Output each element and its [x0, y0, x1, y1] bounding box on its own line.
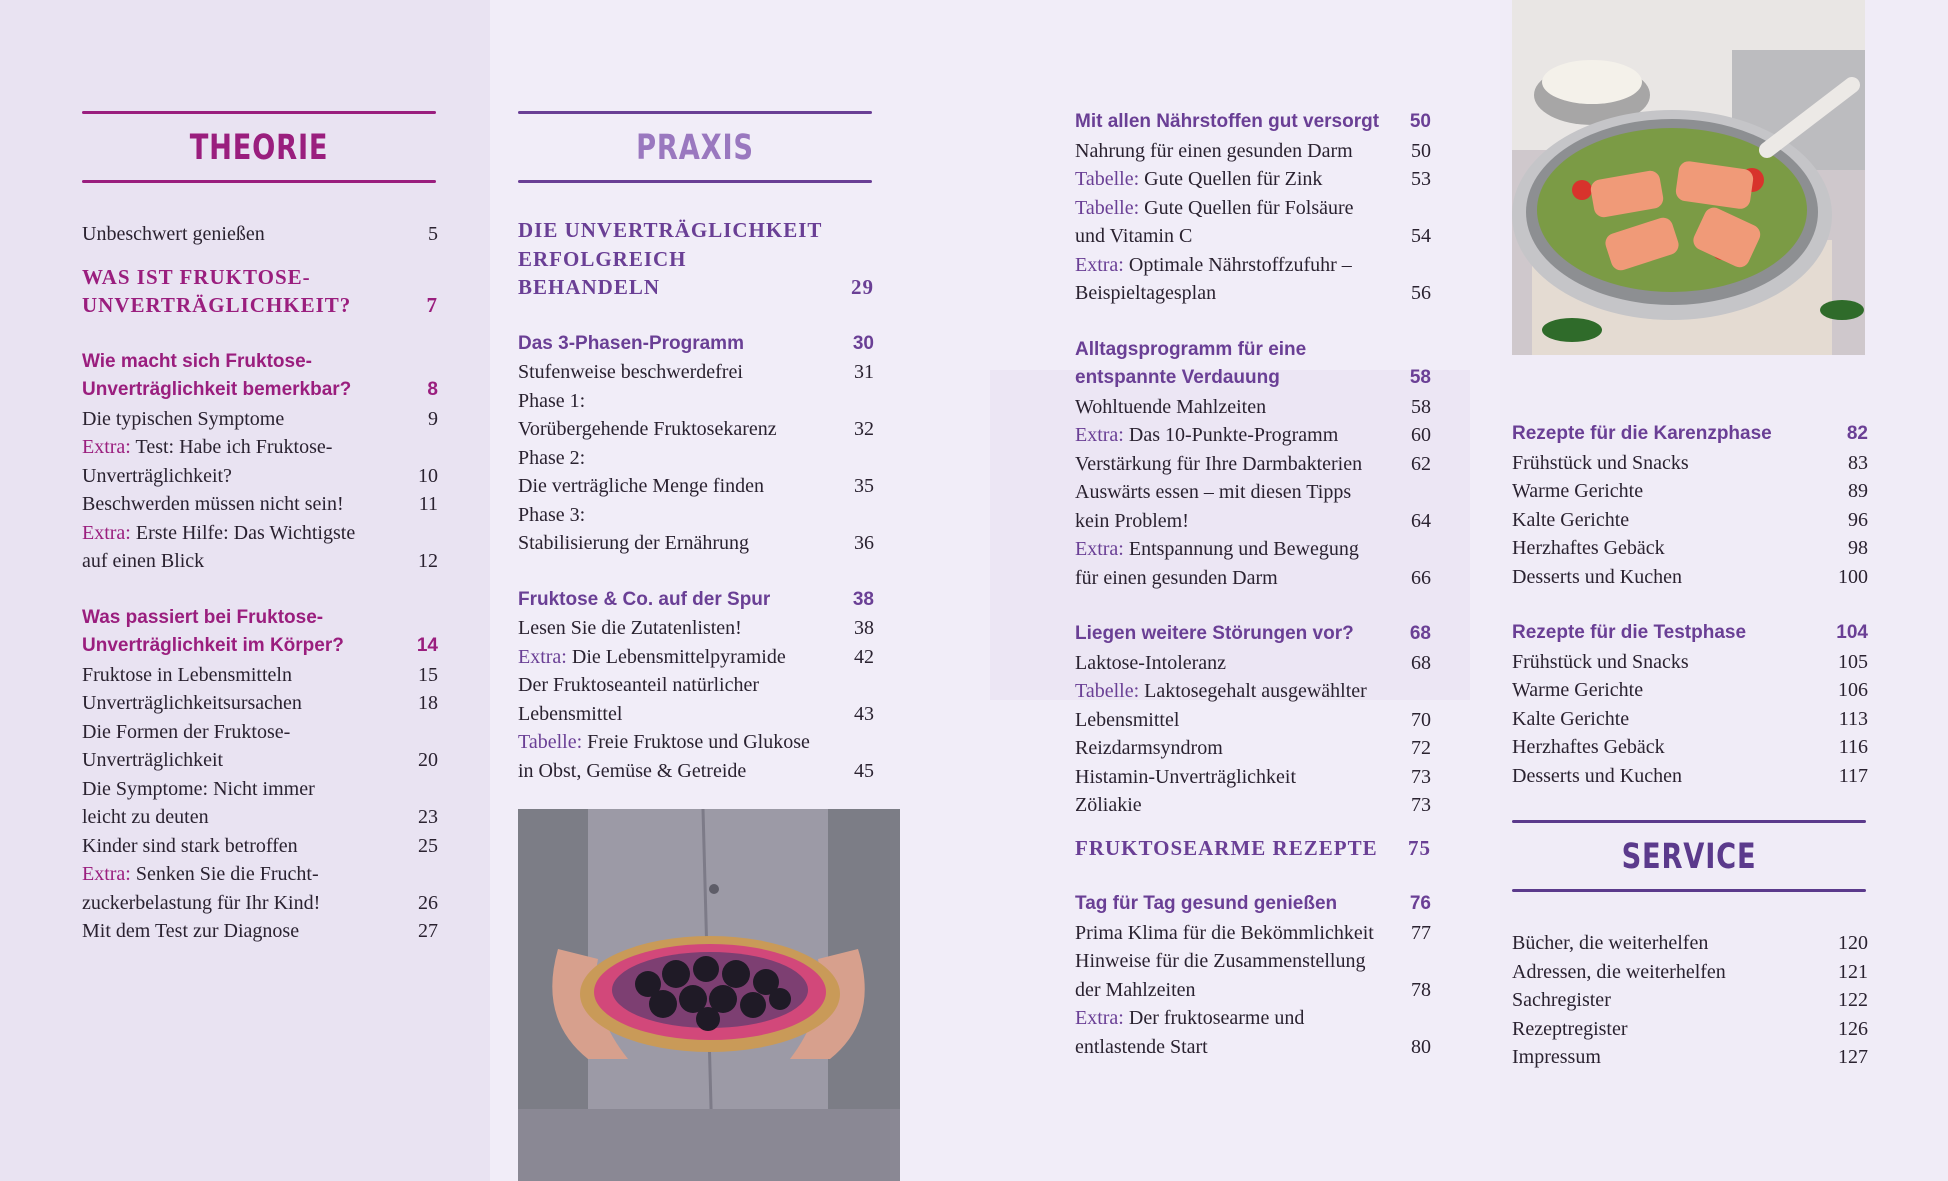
- entry-prefix: Extra:: [82, 863, 131, 885]
- toc-entry[interactable]: [1512, 762, 1868, 791]
- entry-page: 27: [418, 920, 438, 942]
- chapter-title-line: Wie macht sich Fruktose-: [82, 350, 312, 372]
- toc-entry[interactable]: [1512, 449, 1868, 478]
- toc-entry[interactable]: [1075, 734, 1431, 763]
- section-title-line: ERFOLGREICH BEHANDELN: [518, 246, 687, 299]
- toc-entry[interactable]: [518, 358, 874, 387]
- praxis-toc: [518, 216, 874, 785]
- entry-text-cont: Beispieltagesplan: [1075, 282, 1217, 304]
- chapter-title-line: Das 3-Phasen-Programm: [518, 332, 744, 354]
- chapter-title-line: Mit allen Nährstoffen gut versorgt: [1075, 111, 1380, 132]
- chapter-title[interactable]: [1075, 108, 1431, 137]
- entry-page: 126: [1838, 1017, 1868, 1040]
- entry-page: 127: [1838, 1046, 1868, 1068]
- section-title-line: FRUKTOSEARME REZEPTE: [1075, 835, 1378, 860]
- chapter-title-line: Alltagsprogramm für eine: [1075, 338, 1307, 360]
- toc-entry[interactable]: [1075, 649, 1431, 678]
- entry-text: Laktosegehalt ausgewählter: [1139, 680, 1367, 702]
- entry-page: 43: [854, 702, 874, 725]
- entry-text: Bücher, die weiterhelfen: [1512, 932, 1709, 954]
- toc-entry[interactable]: [1075, 251, 1431, 308]
- toc-entry[interactable]: [1075, 791, 1431, 820]
- toc-entry[interactable]: [1512, 1043, 1868, 1072]
- entry-prefix: Tabelle:: [1075, 196, 1140, 219]
- chapter-page: 58: [1409, 367, 1431, 388]
- entry-page: 12: [418, 550, 438, 572]
- theory-section-title[interactable]: [82, 263, 438, 320]
- entry-text: Gute Quellen für Zink: [1139, 168, 1323, 190]
- entry-text: Fruktose in Lebensmitteln: [82, 663, 292, 686]
- chapter-page: 104: [1836, 622, 1868, 643]
- toc-entry[interactable]: [518, 501, 874, 558]
- section-page: 29: [851, 275, 874, 299]
- recipes-section-title[interactable]: [1075, 834, 1431, 863]
- entry-page: 11: [418, 493, 438, 515]
- entry-page: 116: [1838, 736, 1868, 758]
- entry-text: Stufenweise beschwerdefrei: [518, 361, 743, 383]
- entry-text: Warme Gerichte: [1512, 679, 1644, 701]
- entry-page: 10: [418, 464, 438, 487]
- entry-page: 72: [1411, 737, 1431, 759]
- entry-page: 9: [428, 407, 438, 430]
- service-heading: [1512, 820, 1866, 892]
- entry-page: 89: [1848, 480, 1868, 502]
- chapter-page: 38: [852, 588, 874, 610]
- chapter-title[interactable]: [82, 348, 438, 405]
- chapter-title-line: Liegen weitere Störungen vor?: [1075, 623, 1354, 644]
- toc-entry[interactable]: [82, 718, 438, 775]
- entry-text: Hinweise für die Zusammenstellung: [1075, 950, 1366, 972]
- entry-text-cont: Die verträgliche Menge finden: [518, 475, 765, 497]
- entry-page: 98: [1848, 537, 1868, 559]
- chapter-page: 30: [852, 332, 874, 354]
- toc-entry[interactable]: [518, 671, 874, 728]
- toc-entry[interactable]: [1075, 763, 1431, 792]
- entry-text: Rezeptregister: [1512, 1017, 1628, 1040]
- entry-page: 100: [1838, 565, 1868, 588]
- entry-page: 77: [1411, 921, 1431, 944]
- entry-text: Senken Sie die Frucht-: [130, 863, 319, 885]
- toc-entry[interactable]: [1075, 450, 1431, 479]
- entry-text-cont: Unverträglichkeit?: [82, 464, 232, 487]
- entry-text-cont: leicht zu deuten: [82, 806, 209, 828]
- entry-text-cont: auf einen Blick: [82, 550, 205, 572]
- entry-text-cont: in Obst, Gemüse & Getreide: [518, 759, 747, 782]
- toc-entry[interactable]: [82, 661, 438, 690]
- entry-text: Wohltuende Mahlzeiten: [1075, 395, 1267, 418]
- entry-page: 54: [1411, 225, 1431, 247]
- entry-text-cont: der Mahlzeiten: [1075, 978, 1196, 1001]
- entry-page: 83: [1848, 451, 1868, 474]
- toc-entry[interactable]: [518, 387, 874, 444]
- entry-text: Frühstück und Snacks: [1512, 451, 1689, 474]
- toc-entry[interactable]: [1512, 733, 1868, 762]
- entry-text-cont: Stabilisierung der Ernährung: [518, 532, 750, 554]
- chapter-page: 82: [1846, 423, 1868, 444]
- entry-text: Der Fruktoseanteil natürlicher: [518, 674, 760, 696]
- entry-prefix: Extra:: [82, 521, 131, 544]
- entry-page: 73: [1411, 765, 1431, 788]
- entry-text: Auswärts essen – mit diesen Tipps: [1075, 481, 1352, 503]
- entry-text: Frühstück und Snacks: [1512, 650, 1689, 673]
- entry-prefix: Extra:: [1075, 538, 1124, 560]
- toc-entry[interactable]: [1075, 947, 1431, 1004]
- recipes-toc: [1075, 108, 1431, 1061]
- entry-text: Test: Habe ich Fruktose-: [130, 436, 333, 458]
- toc-entry[interactable]: [1512, 676, 1868, 705]
- entry-prefix: Extra:: [1075, 1007, 1124, 1029]
- entry-prefix: Extra:: [1075, 253, 1124, 276]
- theory-heading-bottom-rule: [82, 180, 436, 183]
- toc-entry[interactable]: [518, 643, 874, 672]
- chapter-title-line: Was passiert bei Fruktose-: [82, 606, 324, 628]
- entry-page: 122: [1838, 989, 1868, 1011]
- toc-entry[interactable]: [82, 860, 438, 917]
- entry-page: 105: [1838, 650, 1868, 673]
- entry-page: 50: [1411, 139, 1431, 162]
- toc-entry[interactable]: [82, 519, 438, 576]
- blackberries-illustration: [518, 809, 900, 1181]
- entry-text: Die Formen der Fruktose-: [82, 720, 291, 743]
- chapter-title[interactable]: [518, 330, 874, 359]
- chapter-title-line: entspannte Verdauung: [1075, 367, 1280, 388]
- toc-entry[interactable]: [1075, 919, 1431, 948]
- entry-page: 64: [1411, 509, 1431, 532]
- entry-text: Zöliakie: [1075, 794, 1142, 816]
- entry-text: Herzhaftes Gebäck: [1512, 736, 1665, 758]
- section-title-line: DIE UNVERTRÄGLICHKEIT: [518, 218, 823, 242]
- entry-text: Warme Gerichte: [1512, 480, 1644, 502]
- entry-page: 120: [1838, 932, 1868, 954]
- toc-entry[interactable]: [82, 775, 438, 832]
- entry-text: Desserts und Kuchen: [1512, 565, 1682, 588]
- entry-text: Phase 2:: [518, 446, 586, 469]
- entry-text-cont: Vorübergehende Fruktosekarenz: [518, 418, 777, 440]
- entry-page: 35: [854, 475, 874, 497]
- entry-text: Kalte Gerichte: [1512, 508, 1630, 531]
- toc-entry[interactable]: [82, 832, 438, 861]
- chapter-page: 76: [1409, 893, 1431, 914]
- entry-text: Die Symptome: Nicht immer: [82, 777, 315, 800]
- entry-page: 66: [1411, 566, 1431, 589]
- entry-text: Das 10-Punkte-Programm: [1123, 424, 1339, 446]
- toc-entry[interactable]: [1075, 194, 1431, 251]
- entry-page: 62: [1411, 452, 1431, 475]
- chapter-page: 8: [427, 379, 438, 400]
- toc-entry[interactable]: [518, 444, 874, 501]
- chapter-title[interactable]: [518, 586, 874, 615]
- entry-text: Verstärkung für Ihre Darmbakterien: [1075, 452, 1363, 475]
- praxis-heading-text: PRAXIS: [636, 128, 754, 168]
- entry-page: 113: [1838, 707, 1868, 730]
- entry-text-cont: Unverträglichkeit: [82, 749, 224, 771]
- toc-entry[interactable]: [1512, 477, 1868, 506]
- entry-text-cont: zuckerbelastung für Ihr Kind!: [82, 891, 321, 914]
- toc-entry[interactable]: [1512, 958, 1868, 987]
- entry-text: Die Lebensmittelpyramide: [566, 645, 786, 668]
- chapter-title[interactable]: [1075, 890, 1431, 919]
- chapter-page: 68: [1409, 623, 1431, 644]
- entry-text: Desserts und Kuchen: [1512, 764, 1682, 787]
- entry-page: 106: [1838, 679, 1868, 701]
- entry-page: 56: [1411, 282, 1431, 304]
- theory-heading-text: THEORIE: [189, 128, 329, 168]
- entry-text: Erste Hilfe: Das Wichtigste: [130, 521, 356, 544]
- chapter-page: 50: [1409, 111, 1431, 132]
- entry-page: 70: [1411, 708, 1431, 731]
- entry-text: Reizdarmsyndrom: [1075, 737, 1223, 759]
- blackberries-photo: [518, 809, 900, 1181]
- entry-text: Herzhaftes Gebäck: [1512, 537, 1665, 559]
- entry-prefix: Tabelle:: [1075, 168, 1140, 190]
- entry-page: 23: [418, 806, 438, 828]
- salmon-pan-illustration: [1512, 0, 1865, 355]
- chapter-page: 14: [416, 635, 438, 656]
- toc-entry[interactable]: [1512, 929, 1868, 958]
- entry-text-cont: Lebensmittel: [518, 702, 623, 725]
- chapter-title[interactable]: [1512, 619, 1868, 648]
- praxis-heading: [518, 111, 872, 183]
- entry-text-cont: kein Problem!: [1075, 509, 1189, 532]
- entry-text: Kinder sind stark betroffen: [82, 834, 298, 857]
- toc-entry[interactable]: [82, 490, 438, 519]
- entry-page: 31: [854, 361, 874, 383]
- entry-text: Unverträglichkeitsursachen: [82, 692, 302, 714]
- entry-page: 32: [854, 418, 874, 440]
- toc-entry[interactable]: [1512, 986, 1868, 1015]
- toc-entry[interactable]: [1075, 677, 1431, 734]
- chapter-title-line: Unverträglichkeit im Körper?: [82, 635, 344, 656]
- chapter-title-line: Rezepte für die Karenzphase: [1512, 423, 1772, 444]
- entry-text: Sachregister: [1512, 989, 1611, 1011]
- salmon-pan-photo: [1512, 0, 1865, 355]
- entry-text: Phase 3:: [518, 503, 586, 526]
- entry-page: 80: [1411, 1035, 1431, 1058]
- entry-page: 42: [854, 645, 874, 668]
- toc-entry[interactable]: [1075, 478, 1431, 535]
- entry-text: Adressen, die weiterhelfen: [1512, 960, 1726, 983]
- entry-prefix: Extra:: [1075, 424, 1124, 446]
- service-toc: [1512, 929, 1868, 1072]
- toc-entry[interactable]: [1512, 534, 1868, 563]
- toc-entry[interactable]: [1512, 705, 1868, 734]
- entry-page: 38: [854, 617, 874, 639]
- chapter-title-line: Unverträglichkeit bemerkbar?: [82, 379, 352, 400]
- entry-page: 25: [418, 834, 438, 857]
- praxis-section-title[interactable]: [518, 216, 874, 302]
- chapter-title[interactable]: [1512, 420, 1868, 449]
- entry-page: 15: [418, 663, 438, 686]
- chapter-title[interactable]: [1075, 336, 1431, 393]
- entry-page: 121: [1838, 960, 1868, 983]
- toc-entry[interactable]: [1075, 1004, 1431, 1061]
- entry-page: 60: [1411, 424, 1431, 446]
- toc-entry[interactable]: [82, 405, 438, 434]
- toc-entry-title: Unbeschwert genießen: [82, 223, 265, 245]
- section-page: 75: [1408, 835, 1431, 860]
- entry-page: 117: [1838, 764, 1868, 787]
- entry-text: Beschwerden müssen nicht sein!: [82, 493, 344, 515]
- toc-entry[interactable]: [82, 689, 438, 718]
- entry-page: 45: [854, 759, 874, 782]
- entry-text: Kalte Gerichte: [1512, 707, 1630, 730]
- entry-page: 20: [418, 749, 438, 771]
- toc-entry[interactable]: [1512, 1015, 1868, 1044]
- entry-page: 96: [1848, 508, 1868, 531]
- entry-text: Lesen Sie die Zutatenlisten!: [518, 617, 742, 639]
- entry-text: Nahrung für einen gesunden Darm: [1075, 139, 1353, 162]
- theory-heading: [82, 111, 436, 183]
- chapter-title-line: Rezepte für die Testphase: [1512, 622, 1747, 643]
- toc-entry[interactable]: [82, 917, 438, 946]
- entry-prefix: Tabelle:: [518, 731, 583, 753]
- entry-page: 73: [1411, 794, 1431, 816]
- entry-text-cont: Lebensmittel: [1075, 708, 1180, 731]
- theory-toc: [82, 220, 438, 946]
- toc-entry[interactable]: [518, 728, 874, 785]
- toc-entry[interactable]: [82, 220, 438, 249]
- entry-text: Impressum: [1512, 1046, 1601, 1068]
- toc-entry[interactable]: [518, 614, 874, 643]
- entry-text: Entspannung und Bewegung: [1123, 538, 1359, 560]
- entry-text-cont: für einen gesunden Darm: [1075, 566, 1278, 589]
- service-heading-bottom-rule: [1512, 889, 1866, 892]
- entry-page: 78: [1411, 978, 1431, 1001]
- entry-text: Freie Fruktose und Glukose: [582, 731, 810, 753]
- entry-page: 18: [418, 692, 438, 714]
- section-page: 7: [426, 293, 438, 317]
- entry-prefix: Extra:: [518, 645, 567, 668]
- entry-text: Histamin-Unverträglichkeit: [1075, 765, 1297, 788]
- chapter-title-line: Fruktose & Co. auf der Spur: [518, 588, 771, 610]
- entry-text: Mit dem Test zur Diagnose: [82, 920, 300, 942]
- toc-entry[interactable]: [1512, 648, 1868, 677]
- entry-text: Optimale Nährstoffzufuhr –: [1123, 253, 1352, 276]
- toc-entry-page: 5: [428, 223, 438, 245]
- chapter-title-line: Tag für Tag gesund genießen: [1075, 893, 1338, 914]
- entry-text: Gute Quellen für Folsäure: [1139, 196, 1354, 219]
- entry-page: 53: [1411, 168, 1431, 190]
- toc-entry[interactable]: [1075, 137, 1431, 166]
- chapter-title[interactable]: [82, 604, 438, 661]
- section-title-line: UNVERTRÄGLICHKEIT?: [82, 293, 352, 317]
- entry-text: Phase 1:: [518, 389, 586, 412]
- phases-toc: [1512, 420, 1868, 790]
- toc-entry[interactable]: [1512, 506, 1868, 535]
- toc-entry[interactable]: [1075, 393, 1431, 422]
- toc-entry[interactable]: [1075, 165, 1431, 194]
- section-title-line: WAS IST FRUKTOSE-: [82, 264, 311, 289]
- entry-text: Der fruktosearme und: [1123, 1007, 1305, 1029]
- entry-text: Die typischen Symptome: [82, 407, 285, 430]
- toc-entry[interactable]: [82, 433, 438, 490]
- entry-page: 36: [854, 532, 874, 554]
- entry-page: 26: [418, 891, 438, 914]
- entry-text: Laktose-Intoleranz: [1075, 651, 1227, 674]
- entry-page: 58: [1411, 395, 1431, 418]
- entry-text: Prima Klima für die Bekömmlichkeit: [1075, 921, 1374, 944]
- toc-entry[interactable]: [1512, 563, 1868, 592]
- entry-prefix: Extra:: [82, 436, 131, 458]
- entry-text-cont: entlastende Start: [1075, 1035, 1208, 1058]
- praxis-heading-bottom-rule: [518, 180, 872, 183]
- entry-page: 68: [1411, 651, 1431, 674]
- service-heading-text: SERVICE: [1621, 837, 1757, 877]
- entry-text-cont: und Vitamin C: [1075, 225, 1193, 247]
- toc-entry[interactable]: [1075, 421, 1431, 450]
- entry-prefix: Tabelle:: [1075, 680, 1140, 702]
- chapter-title[interactable]: [1075, 620, 1431, 649]
- toc-entry[interactable]: [1075, 535, 1431, 592]
